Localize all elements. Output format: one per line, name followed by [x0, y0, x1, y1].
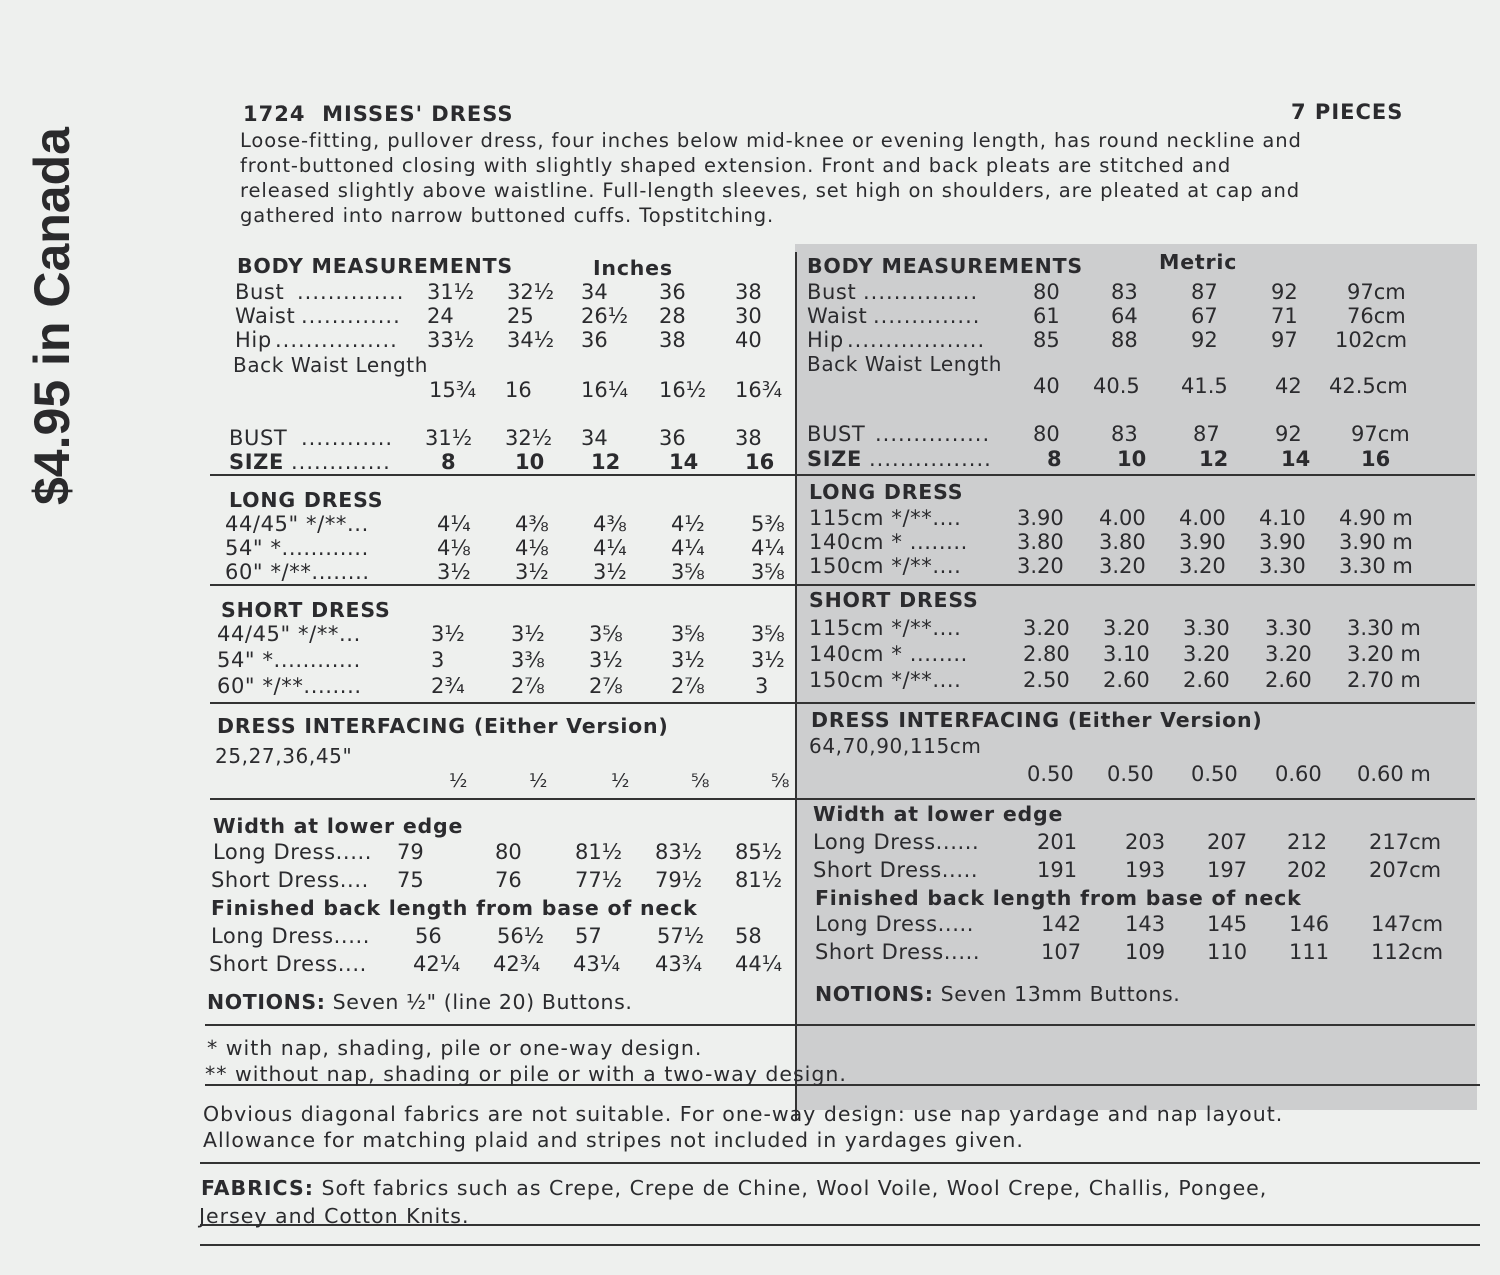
diagonal-note-2: Allowance for matching plaid and stripes not included in yardages given. [203, 1128, 1024, 1152]
left-interfacing-widths: 25,27,36,45" [215, 744, 353, 768]
diagonal-note-1: Obvious diagonal fabrics are not suitable. For one-way design: use nap yardage and nap layout. [203, 1102, 1284, 1126]
right-interfacing-title: DRESS INTERFACING (Either Version) [811, 708, 1263, 732]
right-width-long-row: Long Dress...... 201 203 207 212 217cm [813, 830, 1442, 854]
right-fin-short-row: Short Dress..... 107 109 110 111 112cm [815, 940, 1444, 964]
right-bust-row: Bust ............... 80 83 87 92 97cm [807, 280, 1406, 304]
description-line: front-buttoned closing with slightly shaped extension. Front and back pleats are stitched and [240, 154, 1232, 177]
left-bwl-label: Back Waist Length [233, 353, 429, 377]
pattern-title: MISSES' DRESS [322, 102, 514, 126]
right-fin-long-row: Long Dress..... 142 143 145 146 147cm [815, 912, 1444, 936]
left-short-row: 44/45" */**... 3½ 3½ 3⅝ 3⅝ 3⅝ [217, 622, 785, 646]
right-body-title: BODY MEASUREMENTS [807, 254, 1083, 278]
column-divider [795, 252, 797, 1120]
rule [205, 1024, 1475, 1026]
left-fin-short-row: Short Dress.... 42¼ 42¾ 43¼ 43¾ 44¼ [209, 952, 783, 976]
right-short-row: 140cm * ........ 2.80 3.10 3.20 3.20 3.20 m [809, 642, 1421, 666]
right-width-title: Width at lower edge [813, 802, 1064, 826]
rule [200, 1244, 1480, 1246]
left-short-row: 60" */**........ 2¾ 2⅞ 2⅞ 2⅞ 3 [217, 674, 769, 698]
rule [210, 798, 1475, 800]
right-notions: NOTIONS: Seven 13mm Buttons. [815, 982, 1181, 1006]
left-hip-row: Hip ................ 33½ 34½ 36 38 40 [235, 328, 762, 352]
right-unit: Metric [1159, 250, 1238, 274]
left-bwl-row: 15¾ 16 16¼ 16½ 16¾ [429, 378, 783, 402]
left-bust2-row: BUST ............ 31½ 32½ 34 36 38 [229, 426, 762, 450]
left-fin-long-row: Long Dress..... 56 56½ 57 57½ 58 [211, 924, 762, 948]
left-width-short-row: Short Dress.... 75 76 77½ 79½ 81½ [211, 868, 783, 892]
right-long-row: 115cm */**.... 3.90 4.00 4.00 4.10 4.90 m [809, 506, 1413, 530]
right-hip-row: Hip .................. 85 88 92 97 102cm [807, 328, 1408, 352]
left-short-title: SHORT DRESS [221, 598, 391, 622]
description-line: Loose-fitting, pullover dress, four inches below mid-knee or evening length, has round neckline and [240, 129, 1302, 152]
left-short-row: 54" *............ 3 3⅜ 3½ 3½ 3½ [217, 648, 785, 672]
right-waist-row: Waist .............. 61 64 67 71 76cm [807, 304, 1406, 328]
right-bust2-row: BUST ............... 80 83 87 92 97cm [807, 422, 1410, 446]
right-short-row: 115cm */**.... 3.20 3.20 3.30 3.30 3.30 m [809, 616, 1421, 640]
description [240, 128, 1412, 228]
left-long-row: 54" *............ 4⅛ 4⅛ 4¼ 4¼ 4¼ [225, 536, 785, 560]
right-interfacing-widths: 64,70,90,115cm [809, 734, 982, 758]
right-long-title: LONG DRESS [809, 480, 964, 504]
left-finished-title: Finished back length from base of neck [211, 896, 698, 920]
left-long-title: LONG DRESS [229, 488, 384, 512]
right-bwl-label: Back Waist Length [807, 352, 1003, 376]
left-interfacing-title: DRESS INTERFACING (Either Version) [217, 714, 669, 738]
right-long-row: 150cm */**.... 3.20 3.20 3.20 3.30 3.30 m [809, 554, 1413, 578]
left-unit: Inches [593, 256, 673, 280]
left-interfacing-row: ½ ½ ½ ⅝ ⅝ [449, 770, 790, 792]
right-short-row: 150cm */**.... 2.50 2.60 2.60 2.60 2.70 m [809, 668, 1421, 692]
left-notions: NOTIONS: Seven ½" (line 20) Buttons. [207, 990, 633, 1014]
right-width-short-row: Short Dress..... 191 193 197 202 207cm [813, 858, 1442, 882]
fabrics-line-1: FABRICS: Soft fabrics such as Crepe, Crepe de Chine, Wool Voile, Wool Crepe, Challis, Pongee, [201, 1176, 1268, 1200]
left-bust-row: Bust .............. 31½ 32½ 34 36 38 [235, 280, 762, 304]
pattern-number: 1724 [243, 102, 306, 126]
footnote-nap: * with nap, shading, pile or one-way design. [207, 1036, 703, 1060]
fabrics-line-2: Jersey and Cotton Knits. [199, 1204, 470, 1228]
right-long-row: 140cm * ........ 3.80 3.80 3.90 3.90 3.90 m [809, 530, 1413, 554]
footnote-no-nap: ** without nap, shading or pile or with a two-way design. [205, 1062, 847, 1086]
right-interfacing-row: 0.50 0.50 0.50 0.60 0.60 m [1027, 762, 1431, 786]
pieces-count: 7 PIECES [1291, 100, 1404, 124]
left-body-title: BODY MEASUREMENTS [237, 254, 513, 278]
description-line: released slightly above waistline. Full-length sleeves, set high on shoulders, are pleated at cap and [240, 179, 1301, 202]
pattern-envelope-back [195, 92, 1485, 1252]
left-waist-row: Waist ............. 24 25 26½ 28 30 [235, 304, 762, 328]
left-width-long-row: Long Dress..... 79 80 81½ 83½ 85½ [213, 840, 783, 864]
left-long-row: 44/45" */**... 4¼ 4⅜ 4⅜ 4½ 5⅜ [225, 512, 785, 536]
left-size-row: SIZE ............. 8 10 12 14 16 [229, 450, 775, 474]
right-finished-title: Finished back length from base of neck [815, 886, 1302, 910]
left-long-row: 60" */**........ 3½ 3½ 3½ 3⅝ 3⅝ [225, 560, 785, 584]
description-line: gathered into narrow buttoned cuffs. Topstitching. [240, 204, 775, 227]
price-sidebar: $4.95 in Canada [24, 127, 80, 505]
right-short-title: SHORT DRESS [809, 588, 979, 612]
right-size-row: SIZE ................ 8 10 12 14 16 [807, 447, 1391, 471]
rule [210, 702, 1475, 704]
left-width-title: Width at lower edge [213, 814, 464, 838]
rule [200, 1162, 1480, 1164]
right-bwl-row: 40 40.5 41.5 42 42.5cm [1033, 374, 1408, 398]
